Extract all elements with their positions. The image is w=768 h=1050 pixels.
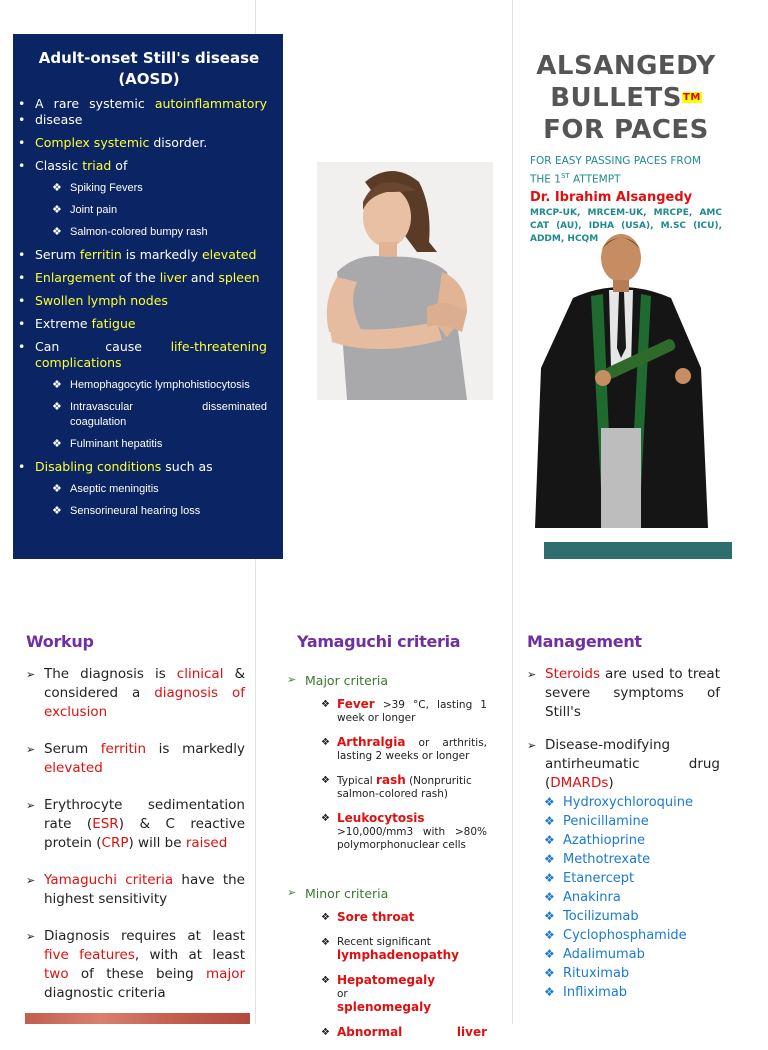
dmard-item: ❖ Tocilizumab xyxy=(544,907,720,926)
sub-list-item: ❖ Hemophagocytic lymphohistiocytosis xyxy=(31,378,267,394)
trademark-badge: TM xyxy=(683,92,701,103)
aosd-list xyxy=(31,96,267,520)
diamond-bullet-icon: ❖ xyxy=(52,182,62,194)
minor-criteria-heading: ➢ Minor criteria xyxy=(287,886,487,901)
sub-list-item: ❖ Fulminant hepatitis xyxy=(31,437,267,453)
diamond-bullet-icon: ❖ xyxy=(52,378,62,391)
brand-tagline: FOR EASY PASSING PACES FROM THE 1ST ATTEMPT xyxy=(530,155,702,186)
list-item: ➢ Serum ferritin is markedly elevated xyxy=(26,740,245,778)
list-item: • Serum ferritin is markedly elevated xyxy=(31,247,267,263)
author-qualifications: MRCP-UK, MRCEM-UK, MRCPE, AMC CAT (AU), IDHA (USA), M.SC (ICU), ADDM, HCQM xyxy=(530,207,722,244)
sub-list-item: ❖ Intravascular disseminated coagulation xyxy=(52,400,267,428)
diamond-bullet-icon: ❖ xyxy=(52,400,62,413)
brand-title-line3: FOR PACES xyxy=(543,115,709,145)
workup-list xyxy=(26,665,245,1021)
brand-title-line2: BULLETS™ xyxy=(550,83,701,113)
patient-photo xyxy=(317,162,493,400)
aosd-info-box xyxy=(13,34,283,559)
list-item: ➢ Diagnosis requires at least five features, with at least two of these being major diagnostic criteria xyxy=(26,927,245,1003)
list-item: • Swollen lymph nodes xyxy=(31,293,267,309)
dmard-list xyxy=(527,793,720,1002)
sub-list-item: ❖ Aseptic meningitis xyxy=(31,482,267,498)
sub-list-item: ❖ Salmon-colored bumpy rash xyxy=(31,225,267,241)
rash-photo xyxy=(25,1013,250,1024)
list-item: • Classic triad of xyxy=(31,158,267,174)
dmard-item: ❖ Penicillamine xyxy=(544,812,720,831)
dmard-item: ❖ Rituximab xyxy=(544,964,720,983)
list-item: ➢ The diagnosis is clinical & considered a diagnosis of exclusion xyxy=(26,665,245,722)
dmard-item: ❖ Hydroxychloroquine xyxy=(544,793,720,812)
list-item: • Disabling conditions such as xyxy=(31,459,267,475)
major-criteria-heading: ➢ Major criteria xyxy=(287,673,487,688)
dmard-item: ❖ Methotrexate xyxy=(544,850,720,869)
list-item: ➢ Yamaguchi criteria have the highest sensitivity xyxy=(26,871,245,909)
author-photo xyxy=(533,228,710,538)
brand-block xyxy=(530,50,722,246)
criteria-item: ❖ Abnormal liver xyxy=(321,1026,487,1039)
diamond-bullet-icon: ❖ xyxy=(52,204,62,216)
dmard-item: ❖ Azathioprine xyxy=(544,831,720,850)
column-divider xyxy=(512,0,513,1024)
criteria-item: ❖ Typical rash (Nonpruritic salmon-colored rash) xyxy=(321,774,487,801)
dmard-item: ❖ Infliximab xyxy=(544,983,720,1002)
list-item: • A rare systemic autoinflammatory xyxy=(31,96,267,112)
criteria-item: ❖ Hepatomegaly or splenomegaly xyxy=(321,974,487,1015)
sub-list-item: ❖ Joint pain xyxy=(31,203,267,219)
list-item: • Enlargement of the liver and spleen xyxy=(31,270,267,286)
diamond-bullet-icon: ❖ xyxy=(52,438,62,450)
criteria-item: ❖ Sore throat xyxy=(321,911,487,925)
diamond-bullet-icon: ❖ xyxy=(52,505,62,517)
list-item: ➢ Steroids are used to treat severe symptoms of Still's xyxy=(527,665,720,722)
list-item: • Extreme fatigue xyxy=(31,316,267,332)
management-heading: Management xyxy=(527,632,642,651)
list-item: • Complex systemic disorder. xyxy=(31,135,267,151)
dmard-item: ❖ Anakinra xyxy=(544,888,720,907)
dmard-item: ❖ Cyclophosphamide xyxy=(544,926,720,945)
criteria-item: ❖ Fever >39 °C, lasting 1 week or longer xyxy=(321,698,487,725)
diamond-bullet-icon: ❖ xyxy=(52,483,62,495)
diamond-bullet-icon: ❖ xyxy=(52,226,62,238)
sub-list-item: ❖ Sensorineural hearing loss xyxy=(31,504,267,520)
teal-bar xyxy=(544,542,732,559)
list-item: ➢ Disease-modifying antirheumatic drug (DMARDs) xyxy=(527,736,720,793)
author-name: Dr. Ibrahim Alsangedy xyxy=(530,189,693,205)
criteria-item: ❖ Arthralgia or arthritis, lasting 2 weeks or longer xyxy=(321,736,487,763)
list-item: • Can cause life-threatening complications xyxy=(31,339,267,370)
dmard-item: ❖ Adalimumab xyxy=(544,945,720,964)
sub-list-item: ❖ Spiking Fevers xyxy=(31,181,267,197)
management-list xyxy=(527,665,720,1002)
yamaguchi-list xyxy=(287,673,487,1050)
criteria-item: ❖ Recent significant lymphadenopathy xyxy=(321,936,487,963)
aosd-title: Adult-onset Still's disease (AOSD) xyxy=(38,49,260,88)
yamaguchi-heading: Yamaguchi criteria xyxy=(297,632,461,651)
criteria-item: ❖ Leukocytosis >10,000/mm3 with >80% polymorphonuclear cells xyxy=(321,812,487,852)
brand-title-line1: ALSANGEDY xyxy=(536,51,716,81)
dmard-item: ❖ Etanercept xyxy=(544,869,720,888)
list-item: • disease xyxy=(31,112,267,128)
workup-heading: Workup xyxy=(26,632,94,651)
list-item: ➢ Erythrocyte sedimentation rate (ESR) & C reactive protein (CRP) will be raised xyxy=(26,796,245,853)
